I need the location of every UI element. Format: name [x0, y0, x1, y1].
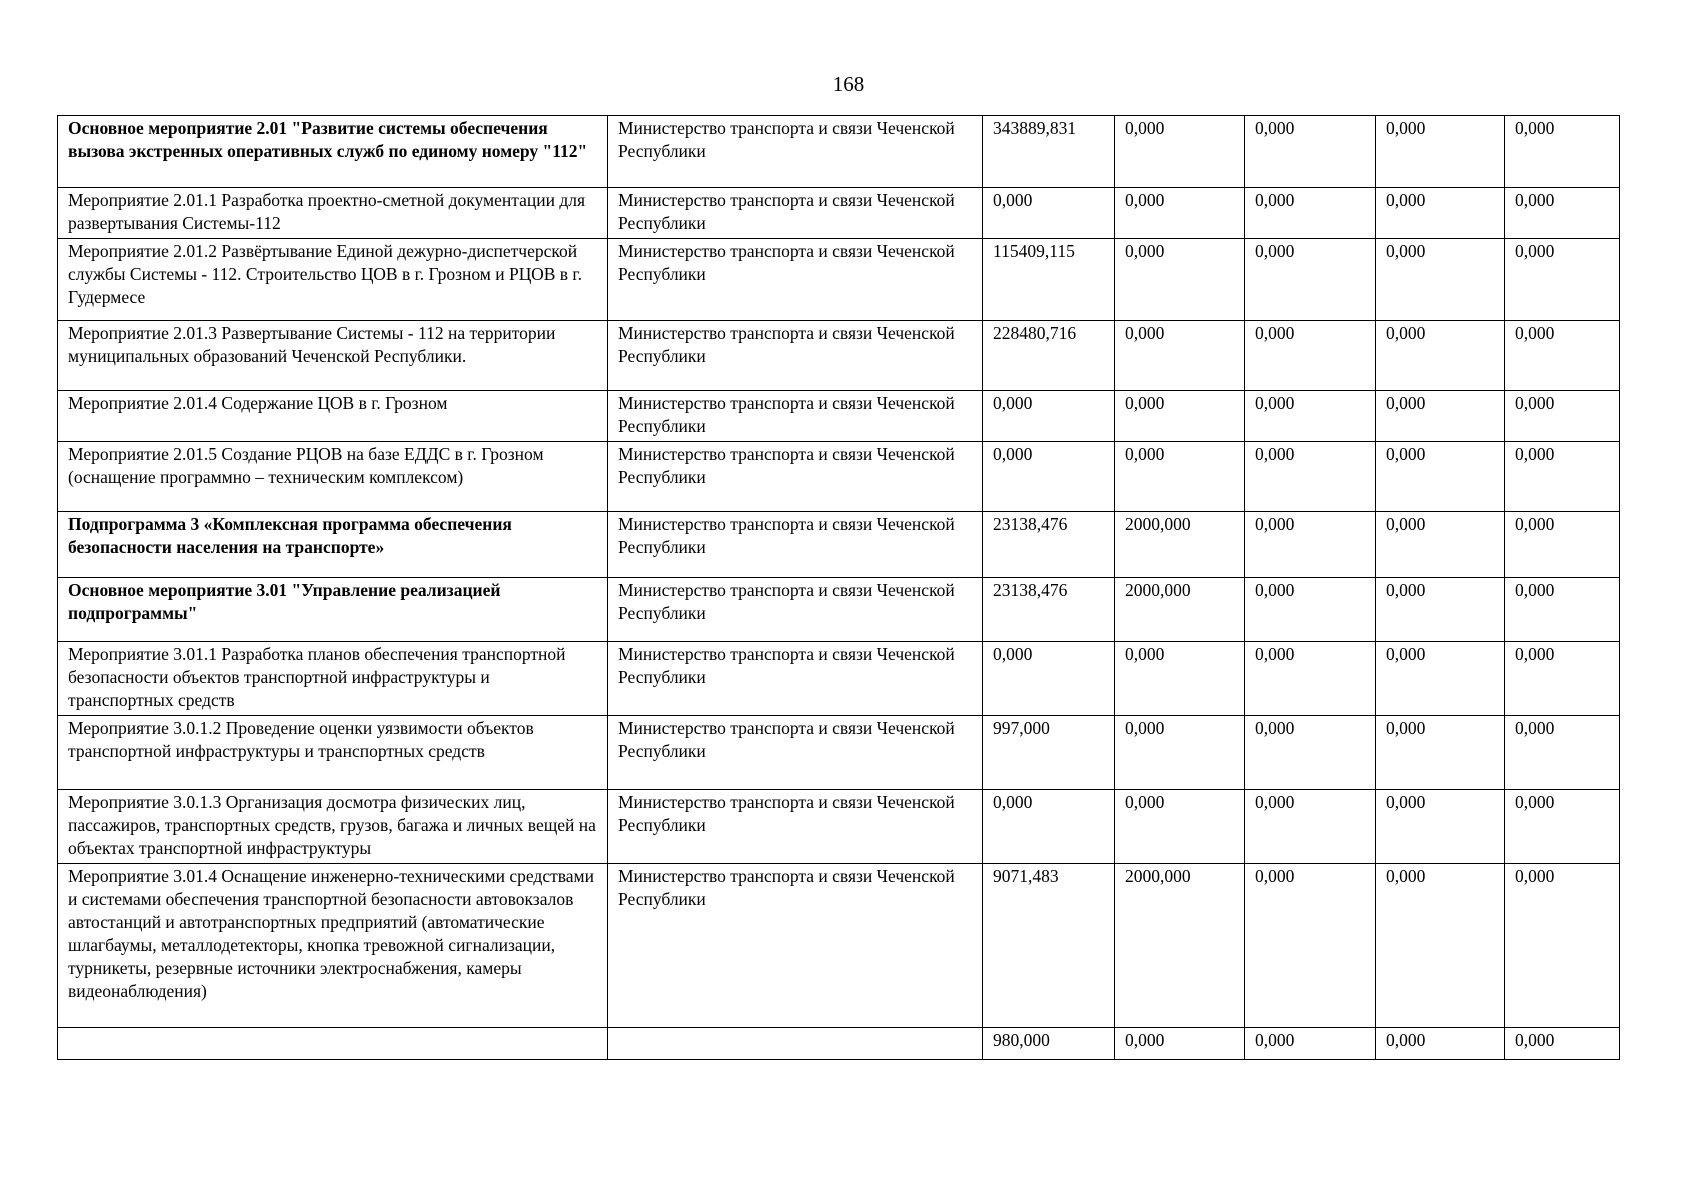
amount-cell-4: 0,000	[1376, 391, 1505, 442]
amount-cell-4: 0,000	[1376, 1028, 1505, 1060]
amount-cell-2: 2000,000	[1115, 578, 1245, 642]
activity-name-cell: Мероприятие 2.01.1 Разработка проектно-сметной документации для развертывания Системы-112	[58, 188, 608, 239]
activity-name-cell: Мероприятие 2.01.4 Содержание ЦОВ в г. Грозном	[58, 391, 608, 442]
amount-cell-3: 0,000	[1245, 442, 1376, 512]
executor-cell: Министерство транспорта и связи Чеченской Республики	[608, 239, 983, 321]
amount-cell-5: 0,000	[1505, 578, 1620, 642]
activity-name-cell: Основное мероприятие 2.01 "Развитие системы обеспечения вызова экстренных оперативных служб по единому номеру "112"	[58, 116, 608, 188]
table-row	[58, 1028, 1620, 1060]
amount-cell-2: 0,000	[1115, 321, 1245, 391]
amount-cell-1: 343889,831	[983, 116, 1115, 188]
amount-cell-1: 23138,476	[983, 512, 1115, 578]
amount-cell-1: 23138,476	[983, 578, 1115, 642]
amount-cell-3: 0,000	[1245, 578, 1376, 642]
activity-name-cell: Подпрограмма 3 «Комплексная программа обеспечения безопасности населения на транспорте»	[58, 512, 608, 578]
table-row	[58, 578, 1620, 642]
amount-cell-3: 0,000	[1245, 391, 1376, 442]
amount-cell-2: 0,000	[1115, 1028, 1245, 1060]
amount-cell-1: 980,000	[983, 1028, 1115, 1060]
activity-name-cell: Мероприятие 3.01.4 Оснащение инженерно-техническими средствами и системами обеспечения транспортной безопасности автовокзалов автостанций и автотранспортных предприятий (автоматические шлагбаумы, металлодетекторы, кнопка тревожной сигнализации, турникеты, резервные источники электроснабжения, камеры видеонаблюдения)	[58, 864, 608, 1028]
amount-cell-5: 0,000	[1505, 1028, 1620, 1060]
amount-cell-2: 0,000	[1115, 642, 1245, 716]
activity-name-cell: Мероприятие 2.01.3 Развертывание Системы - 112 на территории муниципальных образований Чеченской Республики.	[58, 321, 608, 391]
table-row	[58, 642, 1620, 716]
amount-cell-3: 0,000	[1245, 321, 1376, 391]
table-row	[58, 321, 1620, 391]
amount-cell-5: 0,000	[1505, 188, 1620, 239]
amount-cell-4: 0,000	[1376, 116, 1505, 188]
table-row	[58, 790, 1620, 864]
amount-cell-4: 0,000	[1376, 864, 1505, 1028]
amount-cell-1: 0,000	[983, 642, 1115, 716]
amount-cell-2: 0,000	[1115, 116, 1245, 188]
table-row	[58, 716, 1620, 790]
amount-cell-5: 0,000	[1505, 790, 1620, 864]
amount-cell-1: 0,000	[983, 442, 1115, 512]
amount-cell-4: 0,000	[1376, 321, 1505, 391]
executor-cell: Министерство транспорта и связи Чеченской Республики	[608, 116, 983, 188]
amount-cell-2: 0,000	[1115, 716, 1245, 790]
activity-name-cell: Мероприятие 3.01.1 Разработка планов обеспечения транспортной безопасности объектов транспортной инфраструктуры и транспортных средств	[58, 642, 608, 716]
amount-cell-1: 0,000	[983, 790, 1115, 864]
amount-cell-2: 0,000	[1115, 790, 1245, 864]
executor-cell: Министерство транспорта и связи Чеченской Республики	[608, 642, 983, 716]
amount-cell-1: 228480,716	[983, 321, 1115, 391]
activity-name-cell: Основное мероприятие 3.01 "Управление реализацией подпрограммы"	[58, 578, 608, 642]
amount-cell-4: 0,000	[1376, 578, 1505, 642]
table-row	[58, 512, 1620, 578]
executor-cell: Министерство транспорта и связи Чеченской Республики	[608, 442, 983, 512]
amount-cell-4: 0,000	[1376, 790, 1505, 864]
amount-cell-3: 0,000	[1245, 1028, 1376, 1060]
amount-cell-1: 0,000	[983, 188, 1115, 239]
amount-cell-3: 0,000	[1245, 239, 1376, 321]
amount-cell-2: 0,000	[1115, 442, 1245, 512]
executor-cell	[608, 1028, 983, 1060]
amount-cell-2: 2000,000	[1115, 512, 1245, 578]
amount-cell-5: 0,000	[1505, 442, 1620, 512]
executor-cell: Министерство транспорта и связи Чеченской Республики	[608, 578, 983, 642]
amount-cell-4: 0,000	[1376, 642, 1505, 716]
page-number: 168	[832, 72, 865, 96]
table-row	[58, 239, 1620, 321]
amount-cell-3: 0,000	[1245, 512, 1376, 578]
executor-cell: Министерство транспорта и связи Чеченской Республики	[608, 321, 983, 391]
amount-cell-3: 0,000	[1245, 116, 1376, 188]
amount-cell-1: 9071,483	[983, 864, 1115, 1028]
amount-cell-4: 0,000	[1376, 239, 1505, 321]
amount-cell-5: 0,000	[1505, 864, 1620, 1028]
amount-cell-4: 0,000	[1376, 716, 1505, 790]
executor-cell: Министерство транспорта и связи Чеченской Республики	[608, 716, 983, 790]
amount-cell-3: 0,000	[1245, 864, 1376, 1028]
table-row	[58, 442, 1620, 512]
executor-cell: Министерство транспорта и связи Чеченской Республики	[608, 790, 983, 864]
activity-name-cell: Мероприятие 3.0.1.2 Проведение оценки уязвимости объектов транспортной инфраструктуры и транспортных средств	[58, 716, 608, 790]
amount-cell-5: 0,000	[1505, 642, 1620, 716]
amount-cell-5: 0,000	[1505, 716, 1620, 790]
amount-cell-3: 0,000	[1245, 188, 1376, 239]
amount-cell-3: 0,000	[1245, 790, 1376, 864]
amount-cell-5: 0,000	[1505, 321, 1620, 391]
amount-cell-1: 115409,115	[983, 239, 1115, 321]
amount-cell-4: 0,000	[1376, 188, 1505, 239]
amount-cell-4: 0,000	[1376, 442, 1505, 512]
executor-cell: Министерство транспорта и связи Чеченской Республики	[608, 512, 983, 578]
amount-cell-2: 0,000	[1115, 239, 1245, 321]
amount-cell-2: 0,000	[1115, 188, 1245, 239]
activity-name-cell: Мероприятие 3.0.1.3 Организация досмотра физических лиц, пассажиров, транспортных средств, грузов, багажа и личных вещей на объектах транспортной инфраструктуры	[58, 790, 608, 864]
table-row	[58, 116, 1620, 188]
amount-cell-3: 0,000	[1245, 716, 1376, 790]
table-row	[58, 864, 1620, 1028]
activity-name-cell: Мероприятие 2.01.2 Развёртывание Единой дежурно-диспетчерской службы Системы - 112. Строительство ЦОВ в г. Грозном и РЦОВ в г. Гудермесе	[58, 239, 608, 321]
amount-cell-3: 0,000	[1245, 642, 1376, 716]
amount-cell-5: 0,000	[1505, 391, 1620, 442]
activity-name-cell	[58, 1028, 608, 1060]
table-body	[58, 116, 1620, 1060]
table-row	[58, 188, 1620, 239]
amount-cell-1: 997,000	[983, 716, 1115, 790]
executor-cell: Министерство транспорта и связи Чеченской Республики	[608, 391, 983, 442]
executor-cell: Министерство транспорта и связи Чеченской Республики	[608, 188, 983, 239]
amount-cell-5: 0,000	[1505, 239, 1620, 321]
amount-cell-4: 0,000	[1376, 512, 1505, 578]
table-row	[58, 391, 1620, 442]
amount-cell-5: 0,000	[1505, 512, 1620, 578]
executor-cell: Министерство транспорта и связи Чеченской Республики	[608, 864, 983, 1028]
amount-cell-5: 0,000	[1505, 116, 1620, 188]
amount-cell-2: 2000,000	[1115, 864, 1245, 1028]
budget-table	[57, 115, 1620, 1060]
activity-name-cell: Мероприятие 2.01.5 Создание РЦОВ на базе ЕДДС в г. Грозном (оснащение программно – техническим комплексом)	[58, 442, 608, 512]
amount-cell-2: 0,000	[1115, 391, 1245, 442]
amount-cell-1: 0,000	[983, 391, 1115, 442]
